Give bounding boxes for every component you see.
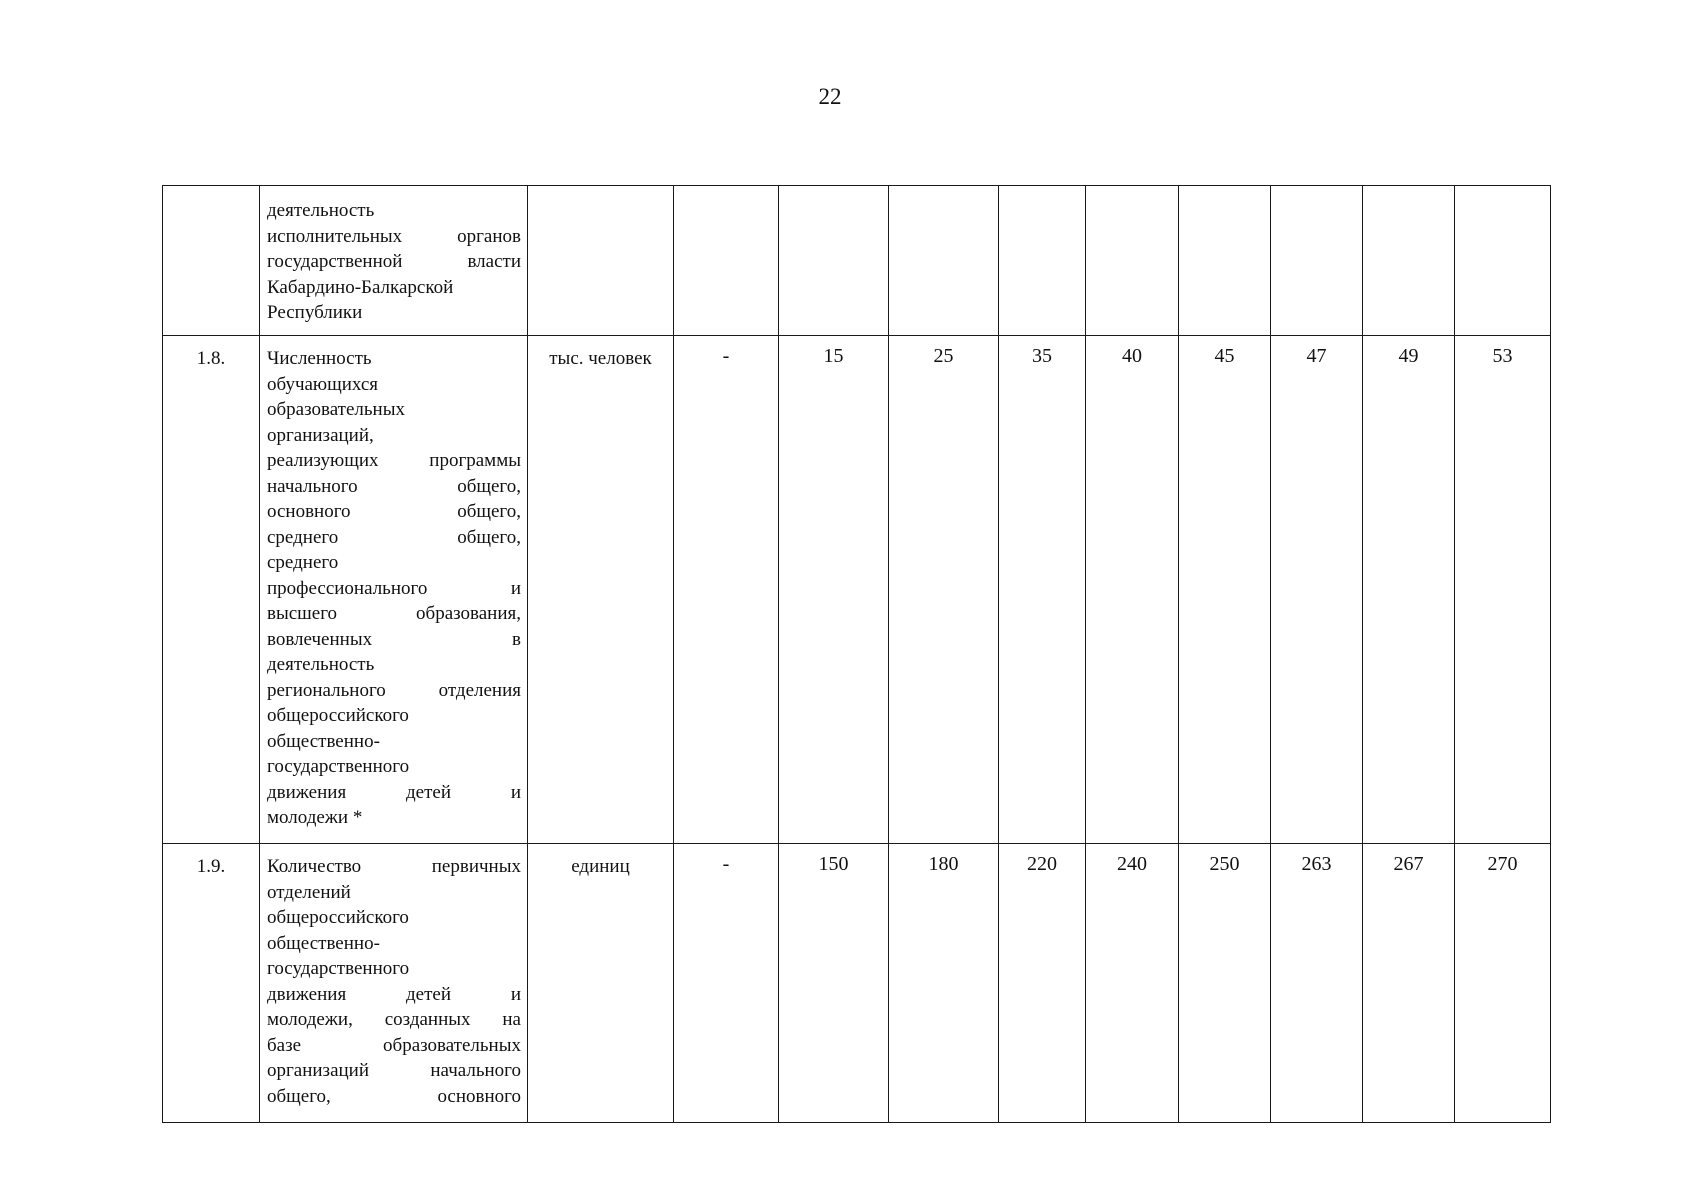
description-line: организаций начального xyxy=(267,1060,521,1081)
description-line: деятельность xyxy=(267,200,375,221)
value-cell xyxy=(1179,186,1271,336)
value-cell: - xyxy=(674,844,779,1123)
description-line: общего, основного xyxy=(267,1085,521,1107)
table-row xyxy=(163,844,1551,1123)
value-cell: 270 xyxy=(1455,844,1551,1123)
value-cell: 15 xyxy=(779,336,889,844)
table-row xyxy=(163,336,1551,844)
value-cell: 240 xyxy=(1086,844,1179,1123)
description-line: молодежи, созданных на xyxy=(267,1009,521,1030)
value-cell: 47 xyxy=(1271,336,1363,844)
value-cell xyxy=(1271,186,1363,336)
value-cell xyxy=(1086,186,1179,336)
description-line: общественно- xyxy=(267,932,380,954)
description-line: отделений xyxy=(267,881,351,903)
description-line: высшего образования, xyxy=(267,603,521,624)
value-cell: 45 xyxy=(1179,336,1271,844)
unit-cell xyxy=(528,186,674,336)
description-line: начального общего, xyxy=(267,475,521,497)
indicators-table xyxy=(162,185,1551,1123)
description-line: основного общего, xyxy=(267,501,521,522)
description-line: государственной власти xyxy=(267,251,521,272)
description-line: вовлеченных в xyxy=(267,628,521,650)
value-cell: 25 xyxy=(889,336,999,844)
description-line: Республики xyxy=(267,302,363,323)
description-line: среднего общего, xyxy=(267,526,521,548)
description-line: регионального отделения xyxy=(267,679,521,701)
row-number-cell: 1.8. xyxy=(163,336,260,844)
description-line: образовательных xyxy=(267,399,405,420)
value-cell: 35 xyxy=(999,336,1086,844)
description-line: движения детей и xyxy=(267,983,521,1005)
description-line: среднего xyxy=(267,552,339,573)
description-line: деятельность xyxy=(267,654,375,675)
description-line: государственного xyxy=(267,756,410,777)
table-body xyxy=(163,186,1551,1123)
description-line: общественно- xyxy=(267,730,380,752)
value-cell: 150 xyxy=(779,844,889,1123)
description-line: Кабардино-Балкарской xyxy=(267,276,454,298)
value-cell: 220 xyxy=(999,844,1086,1123)
table-row xyxy=(163,186,1551,336)
value-cell xyxy=(889,186,999,336)
value-cell: 267 xyxy=(1363,844,1455,1123)
description-line: профессионального и xyxy=(267,577,521,599)
description-line: Количество первичных xyxy=(267,856,521,877)
value-cell: 250 xyxy=(1179,844,1271,1123)
description-line: молодежи * xyxy=(267,807,363,828)
description-line: организаций, xyxy=(267,424,374,446)
row-number-cell xyxy=(163,186,260,336)
description-line: реализующих программы xyxy=(267,450,521,471)
value-cell xyxy=(779,186,889,336)
indicator-description-cell xyxy=(260,336,528,844)
description-line: общероссийского xyxy=(267,705,409,726)
description-line: государственного xyxy=(267,958,410,979)
unit-cell: тыс. человек xyxy=(528,336,674,844)
value-cell: 263 xyxy=(1271,844,1363,1123)
description-line: общероссийского xyxy=(267,907,409,928)
description-line: исполнительных органов xyxy=(267,225,521,247)
value-cell xyxy=(1363,186,1455,336)
indicator-description-cell xyxy=(260,186,528,336)
value-cell xyxy=(674,186,779,336)
value-cell: 49 xyxy=(1363,336,1455,844)
row-number-cell: 1.9. xyxy=(163,844,260,1123)
value-cell: - xyxy=(674,336,779,844)
page-number: 22 xyxy=(818,84,842,109)
unit-cell: единиц xyxy=(528,844,674,1123)
description-line: обучающихся xyxy=(267,373,379,395)
indicator-description-cell xyxy=(260,844,528,1123)
description-line: Численность xyxy=(267,348,372,369)
value-cell xyxy=(999,186,1086,336)
value-cell: 180 xyxy=(889,844,999,1123)
description-line: базе образовательных xyxy=(267,1034,521,1056)
value-cell: 40 xyxy=(1086,336,1179,844)
value-cell: 53 xyxy=(1455,336,1551,844)
value-cell xyxy=(1455,186,1551,336)
description-line: движения детей и xyxy=(267,781,521,803)
